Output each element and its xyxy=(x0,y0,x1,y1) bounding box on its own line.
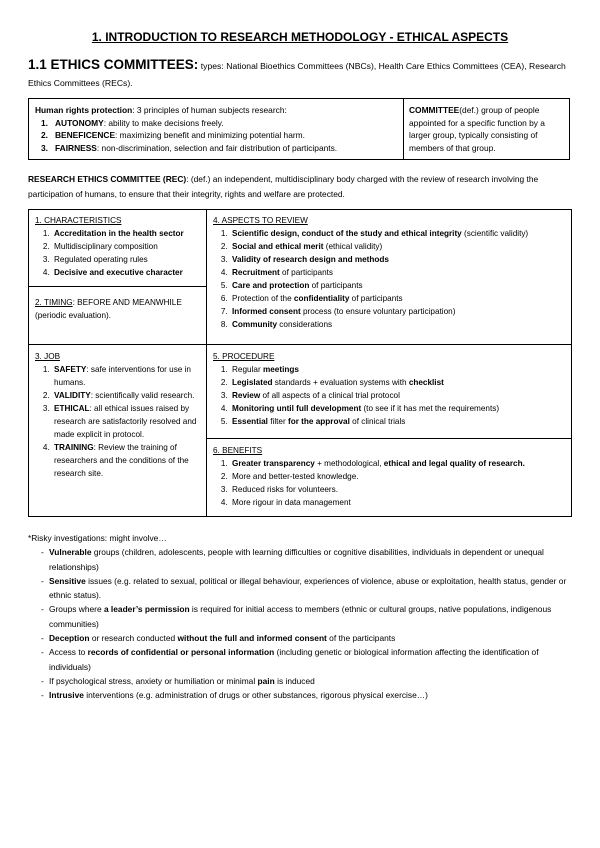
list-item: 3. Review of all aspects of a clinical trial protocol xyxy=(230,389,565,402)
list-item: - If psychological stress, anxiety or humiliation or minimal pain is induced xyxy=(41,674,576,688)
benefits-heading: 6. BENEFITS xyxy=(213,446,263,455)
list-item: 6. Protection of the confidentiality of participants xyxy=(230,292,565,305)
principle-item: 1. AUTONOMY: ability to make decisions freely. xyxy=(41,117,224,128)
human-rights-label: Human rights protection xyxy=(35,105,133,115)
list-item: 3. Regulated operating rules xyxy=(52,253,200,266)
timing-heading: 2. TIMING xyxy=(35,298,73,307)
table-divider xyxy=(29,344,571,345)
table-divider xyxy=(29,286,206,287)
risky-investigations xyxy=(28,531,576,703)
characteristics-cell xyxy=(29,210,206,283)
human-rights-intro: Human rights protection: 3 principles of human subjects research: xyxy=(35,105,287,115)
rec-table xyxy=(28,209,572,517)
list-item: 3. Reduced risks for volunteers. xyxy=(230,483,565,496)
list-item: 2. VALIDITY: scientifically valid research. xyxy=(52,389,200,402)
list-item: - Intrusive interventions (e.g. administration of drugs or other substances, rigorous physical exercise…) xyxy=(41,688,576,702)
list-item: 1. Accreditation in the health sector xyxy=(52,227,200,240)
principle-item: 3. FAIRNESS: non-discrimination, selection and fair distribution of participants. xyxy=(41,142,338,153)
list-item: 4. Recruitment of participants xyxy=(230,266,565,279)
list-item: 1. Greater transparency + methodological, ethical and legal quality of research. xyxy=(230,457,565,470)
list-item: 1. Scientific design, conduct of the study and ethical integrity (scientific validity) xyxy=(230,227,565,240)
list-item: - Groups where a leader’s permission is required for initial access to members (ethnic or cultural groups, native populations, indigenous communities) xyxy=(41,602,576,631)
list-item: 4. More rigour in data management xyxy=(230,496,565,509)
list-item: 3. Validity of research design and methods xyxy=(230,253,565,266)
job-cell xyxy=(29,346,206,484)
job-heading: 3. JOB xyxy=(35,352,61,361)
list-item: 2. More and better-tested knowledge. xyxy=(230,470,565,483)
list-item: 4. Decisive and executive character xyxy=(52,266,200,279)
list-item: 1. Regular meetings xyxy=(230,363,565,376)
list-item: - Deception or research conducted without the full and informed consent of the participants xyxy=(41,631,576,645)
list-item: 5. Care and protection of participants xyxy=(230,279,565,292)
list-item: 5. Essential filter for the approval of clinical trials xyxy=(230,415,565,428)
principles-list xyxy=(35,117,397,155)
rec-definition: RESEARCH ETHICS COMMITTEE (REC): (def.) an independent, multidisciplinary body charged with the review of research involving the participation of humans, to ensure that their integrity, rights and welfare are protected. xyxy=(28,174,539,199)
benefits-cell xyxy=(207,440,571,513)
list-item: 2. Social and ethical merit (ethical validity) xyxy=(230,240,565,253)
list-item: 4. Monitoring until full development (to see if it has met the requirements) xyxy=(230,402,565,415)
principle-item: 2. BENEFICENCE: maximizing benefit and minimizing potential harm. xyxy=(41,130,305,141)
list-item: 3. ETHICAL: all ethical issues raised by research are satisfactorily resolved and made explicit in protocol. xyxy=(52,402,200,441)
list-item: 4. TRAINING: Review the training of researchers and the conditions of the research site. xyxy=(52,441,200,480)
aspects-cell xyxy=(207,210,571,335)
list-item: 1. SAFETY: safe interventions for use in humans. xyxy=(52,363,200,389)
list-item: - Vulnerable groups (children, adolescents, people with learning difficulties or cognitive disabilities, individuals in dependent or unequal relationships) xyxy=(41,545,576,574)
characteristics-heading: 1. CHARACTERISTICS xyxy=(35,216,122,225)
list-item: - Sensitive issues (e.g. related to sexual, political or illegal behaviour, experiences of violence, abuse or exploitation, health status, gender or ethnic status). xyxy=(41,574,576,603)
section-heading-block xyxy=(28,56,578,92)
table-divider xyxy=(206,438,571,439)
list-item: 8. Community considerations xyxy=(230,318,565,331)
aspects-heading: 4. ASPECTS TO REVIEW xyxy=(213,216,308,225)
human-rights-box xyxy=(28,98,404,160)
list-item: 7. Informed consent process (to ensure voluntary participation) xyxy=(230,305,565,318)
procedure-cell xyxy=(207,346,571,432)
types-intro: types: xyxy=(200,61,224,71)
committee-definition-box: COMMITTEE(def.) group of people appointed for a specific function by a larger group, typically consisting of members of that group. xyxy=(403,98,570,160)
list-item: 2. Legislated standards + evaluation systems with checklist xyxy=(230,376,565,389)
page-title: 1. INTRODUCTION TO RESEARCH METHODOLOGY - ETHICAL ASPECTS xyxy=(91,30,509,44)
timing-cell: 2. TIMING: BEFORE AND MEANWHILE (periodic evaluation). xyxy=(35,298,182,320)
rec-term: RESEARCH ETHICS COMMITTEE (REC) xyxy=(28,174,187,184)
committee-term: COMMITTEE xyxy=(409,105,460,115)
section-heading: 1.1 ETHICS COMMITTEES: xyxy=(28,57,199,72)
list-item: 2. Multidisciplinary composition xyxy=(52,240,200,253)
types-text: National Bioethics Committees (NBCs), Health Care Ethics Committees (CEA), Research Ethics Committees (RECs). xyxy=(28,61,566,88)
list-item: - Access to records of confidential or personal information (including genetic or biological information affecting the identification of individuals) xyxy=(41,645,576,674)
procedure-heading: 5. PROCEDURE xyxy=(213,352,275,361)
risky-intro: *Risky investigations: might involve… xyxy=(28,533,167,543)
